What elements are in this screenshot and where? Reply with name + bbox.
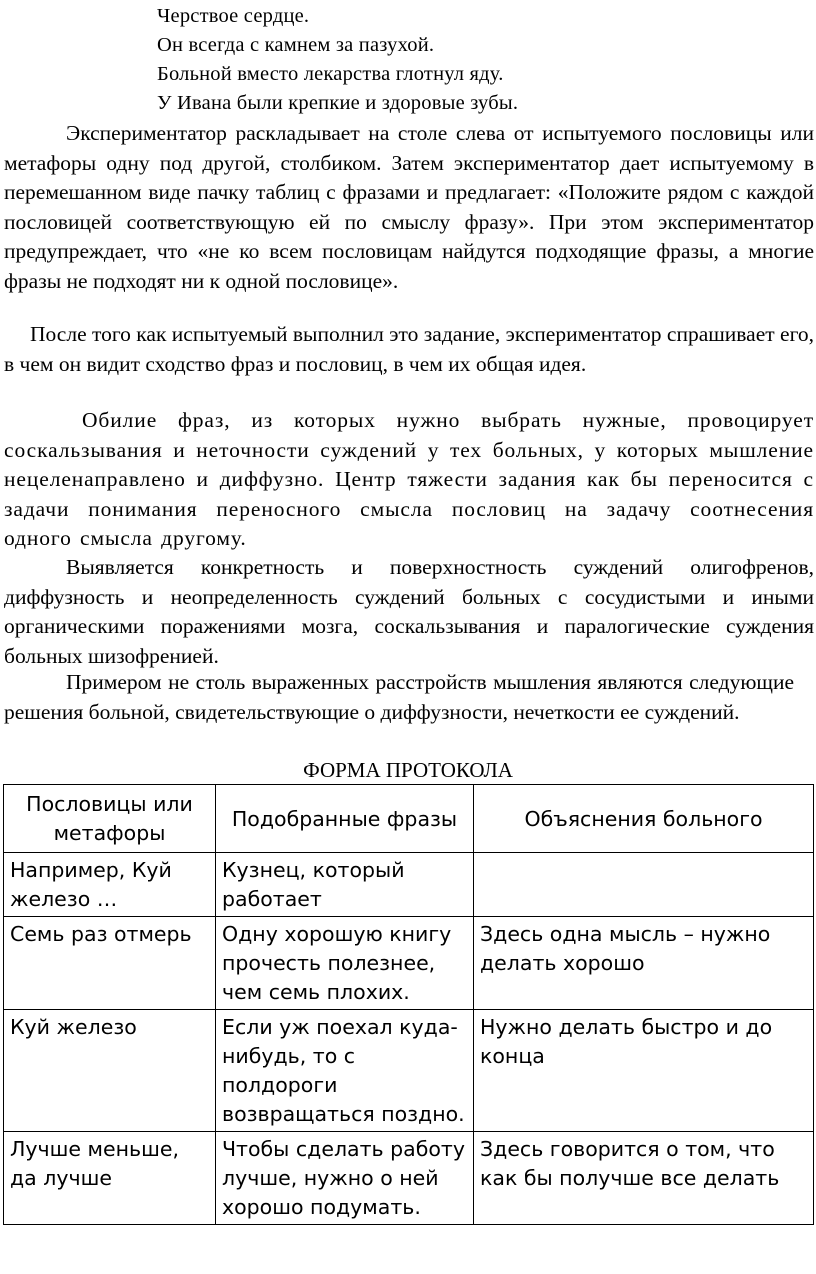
header-proverbs: Пословицы или метафоры (4, 785, 216, 853)
proverb-line: У Ивана были крепкие и здоровые зубы. (157, 92, 519, 114)
table-cell: Если уж поехал куда-нибудь, то с полдороги возвращаться поздно. (216, 1010, 474, 1132)
table-cell (474, 853, 814, 917)
table-row (4, 917, 814, 1010)
table-cell: Например, Куй железо … (4, 853, 216, 917)
protocol-table (3, 784, 814, 1225)
paragraph-instructions: Экспериментатор раскладывает на столе слева от испытуемого пословицы или метафоры одну под другой, столбиком. Затем экспериментатор дает испытуемому в перемешанном виде пачку таблиц с фразами и предлагает: «Положите рядом с каждой пословицей соответствующую ей по смыслу фразу». При этом экспериментатор предупреждает, что «не ко всем пословицам найдутся подходящие фразы, а многие фразы не подходят ни к одной пословице». (4, 121, 814, 293)
table-row (4, 1132, 814, 1225)
paragraph-question: После того как испытуемый выполнил это задание, экспериментатор спрашивает его, в чем он видит сходство фраз и пословиц, в чем их общая идея. (4, 322, 814, 376)
proverb-line: Он всегда с камнем за пазухой. (157, 34, 435, 56)
protocol-title: ФОРМА ПРОТОКОЛА (303, 758, 513, 782)
table-cell: Кузнец, который работает (216, 853, 474, 917)
table-cell: Здесь говорится о том, что как бы получше все делать (474, 1132, 814, 1225)
header-phrases: Подобранные фразы (216, 785, 474, 853)
header-explanations: Объяснения больного (474, 785, 814, 853)
table-cell: Чтобы сделать работу лучше, нужно о ней хорошо подумать. (216, 1132, 474, 1225)
table-cell: Куй железо (4, 1010, 216, 1132)
table-cell: Нужно делать быстро и до конца (474, 1010, 814, 1132)
paragraph-findings: Выявляется конкретность и поверхностность суждений олигофренов, диффузность и неопределенность суждений больных с сосудистыми и иными органическими поражениями мозга, соскальзывания и паралогические суждения больных шизофренией. (4, 555, 814, 668)
table-cell: Семь раз отмерь (4, 917, 216, 1010)
table-cell: Здесь одна мысль – нужно делать хорошо (474, 917, 814, 1010)
table-header-row (4, 785, 814, 853)
paragraph-example: Примером не столь выраженных расстройств мышления являются следующие решения больной, свидетельствующие о диффузности, нечеткости ее суждений. (4, 670, 794, 724)
table-cell: Одну хорошую книгу прочесть полезнее, чем семь плохих. (216, 917, 474, 1010)
proverb-line: Больной вместо лекарства глотнул яду. (157, 63, 504, 85)
table-row (4, 853, 814, 917)
proverb-line: Черствое сердце. (157, 5, 310, 27)
table-row (4, 1010, 814, 1132)
table-cell: Лучше меньше, да лучше (4, 1132, 216, 1225)
paragraph-abundance: Обилие фраз, из которых нужно выбрать нужные, провоцирует соскальзывания и неточности суждений у тех больных, у которых мышление нецеленаправлено и диффузно. Центр тяжести задания как бы переносится с задачи понимания переносного смысла пословиц на задачу соотнесения одного смысла другому. (4, 408, 814, 550)
